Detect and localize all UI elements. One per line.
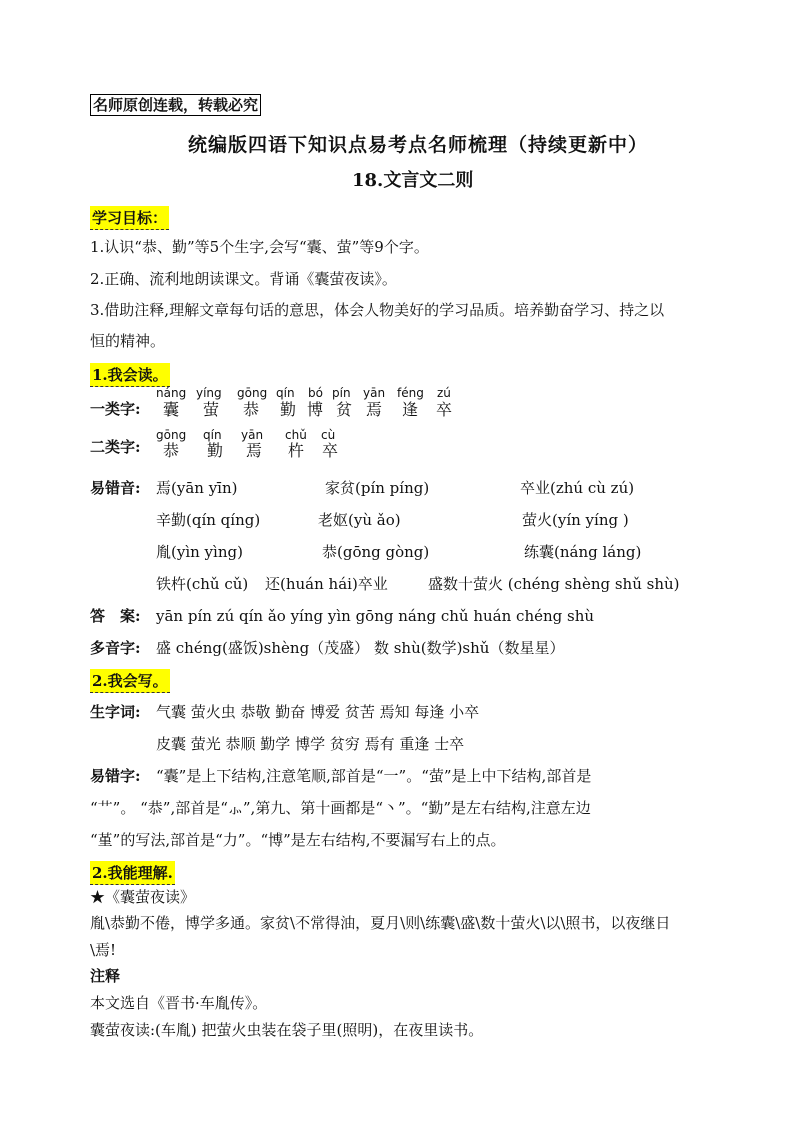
easy-item: 铁杵(chǔ cǔ) xyxy=(156,575,249,593)
pinyin: qín xyxy=(276,386,295,400)
wrong-char-label: 易错字: xyxy=(90,767,141,785)
copyright-notice: 名师原创连载，转载必究 xyxy=(90,94,261,116)
notes-heading: 注释 xyxy=(90,967,121,985)
polyphone-label: 多音字: xyxy=(90,639,141,657)
words-row: 气囊 萤火虫 恭敬 勤奋 博爱 贫苦 焉知 每逢 小卒 xyxy=(156,703,480,721)
note-item: 本文选自《晋书·车胤传》。 xyxy=(90,994,268,1012)
pinyin: gōng xyxy=(237,386,268,400)
words-row: 皮囊 萤光 恭顺 勤学 博学 贫穷 焉有 重逢 士卒 xyxy=(156,735,465,753)
hanzi: 勤 xyxy=(280,400,297,419)
hanzi: 贫 xyxy=(336,400,353,419)
pinyin: yān xyxy=(363,386,386,400)
goal-item: 恒的精神。 xyxy=(90,332,166,350)
write-heading: 2.我会写。 xyxy=(90,669,170,693)
pinyin: yíng xyxy=(196,386,222,400)
class1-label: 一类字: xyxy=(90,400,141,418)
pinyin: qín xyxy=(203,428,222,442)
goals-heading: 学习目标： xyxy=(90,206,169,230)
easy-item: 盛数十萤火 (chéng shèng shǔ shù) xyxy=(428,575,680,593)
hanzi: 逢 xyxy=(402,400,419,419)
pinyin: cù xyxy=(321,428,336,442)
hanzi: 焉 xyxy=(366,400,383,419)
hanzi: 博 xyxy=(307,400,324,419)
pinyin: chǔ xyxy=(285,428,307,442)
easy-item: 还(huán hái)卒业 xyxy=(265,575,388,593)
pinyin: náng xyxy=(156,386,187,400)
easy-item: 家贫(pín píng) xyxy=(325,479,430,497)
pinyin: féng xyxy=(397,386,424,400)
pinyin: yān xyxy=(241,428,264,442)
easy-item: 辛勤(qín qíng) xyxy=(156,511,261,529)
answer-text: yān pín zú qín ǎo yíng yìn gōng náng chǔ huán chéng shù xyxy=(156,607,595,625)
easy-item: 胤(yìn yìng) xyxy=(156,543,243,561)
easy-item: 老妪(yù ǎo) xyxy=(318,511,401,529)
hanzi: 萤 xyxy=(203,400,220,419)
goal-item: 2.正确、流利地朗读课文。背诵《囊萤夜读》。 xyxy=(90,270,397,288)
pinyin: pín xyxy=(332,386,351,400)
passage-line: \焉! xyxy=(90,941,117,959)
lesson-title: 18.文言文二则 xyxy=(352,170,474,191)
hanzi: 焉 xyxy=(246,441,263,460)
understand-heading: 2.我能理解. xyxy=(90,861,175,885)
passage-title: ★《囊萤夜读》 xyxy=(90,888,196,906)
pinyin: bó xyxy=(308,386,323,400)
easy-item: 练囊(náng láng) xyxy=(524,543,642,561)
read-heading: 1.我会读。 xyxy=(90,363,170,387)
goal-item: 1.认识“恭、勤”等5个生字,会写“囊、萤”等9个字。 xyxy=(90,238,429,256)
answer-label: 答 案: xyxy=(90,607,141,625)
easy-item: 恭(gōng gòng) xyxy=(322,543,430,561)
wrong-char-line: “囊”是上下结构,注意笔顺,部首是“一”。“萤”是上中下结构,部首是 xyxy=(156,767,592,785)
pinyin: zú xyxy=(437,386,451,400)
hanzi: 勤 xyxy=(207,441,224,460)
hanzi: 杵 xyxy=(288,441,305,460)
hanzi: 恭 xyxy=(163,441,180,460)
passage-line: 胤\恭勤不倦，博学多通。家贫\不常得油，夏月\则\练囊\盛\数十萤火\以\照书，以夜继日 xyxy=(90,914,671,932)
easy-item: 萤火(yín yíng ) xyxy=(522,511,629,529)
note-item: 囊萤夜读:(车胤) 把萤火虫装在袋子里(照明)，在夜里读书。 xyxy=(90,1021,484,1039)
pinyin: gōng xyxy=(156,428,187,442)
easy-wrong-sound-label: 易错音: xyxy=(90,479,141,497)
hanzi: 囊 xyxy=(163,400,180,419)
hanzi: 卒 xyxy=(322,441,339,460)
easy-item: 卒业(zhú cù zú) xyxy=(520,479,635,497)
hanzi: 恭 xyxy=(243,400,260,419)
wrong-char-line: “堇”的写法,部首是“力”。“博”是左右结构,不要漏写右上的点。 xyxy=(90,831,506,849)
page-title: 统编版四语下知识点易考点名师梳理（持续更新中） xyxy=(188,134,649,156)
goal-item: 3.借助注释,理解文章每句话的意思，体会人物美好的学习品质。培养勤奋学习、持之以 xyxy=(90,301,665,319)
wrong-char-line: “艹”。 “恭”,部首是“⺗”,第九、第十画都是“丶”。“勤”是左右结构,注意左边 xyxy=(90,799,591,817)
polyphone-text: 盛 chéng(盛饭)shèng（茂盛） 数 shù(数学)shǔ（数星星） xyxy=(156,639,565,657)
words-label: 生字词: xyxy=(90,703,141,721)
hanzi: 卒 xyxy=(436,400,453,419)
class2-label: 二类字: xyxy=(90,438,141,456)
easy-item: 焉(yān yīn) xyxy=(156,479,238,497)
